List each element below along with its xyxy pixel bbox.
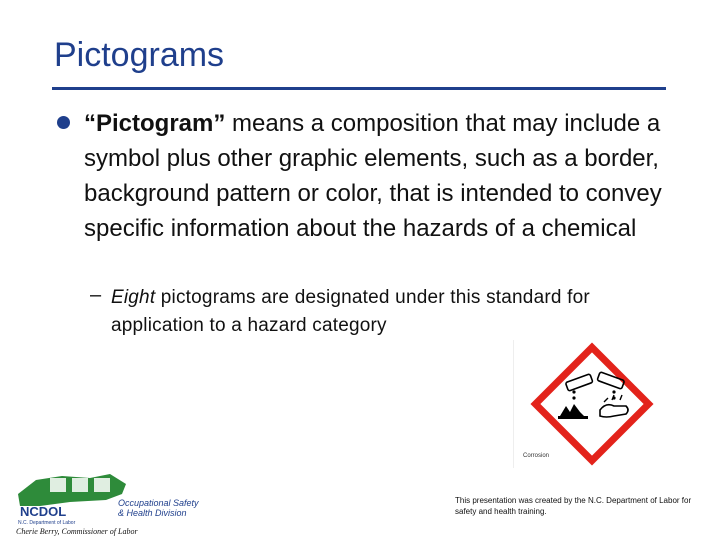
corrosion-icon [514, 340, 656, 468]
svg-text:& Health Division: & Health Division [118, 508, 187, 518]
slide-title: Pictograms [54, 36, 225, 74]
sub-bullet-term: Eight [111, 287, 156, 308]
sub-bullet-dash: – [90, 284, 102, 306]
sub-bullet-rest: pictograms are designated under this standard for application to a hazard category [111, 287, 590, 336]
svg-text:Occupational Safety: Occupational Safety [118, 498, 199, 508]
svg-text:N.C. Department of Labor: N.C. Department of Labor [18, 520, 76, 526]
pictogram-label: Corrosion [523, 453, 550, 459]
ncdol-logo [10, 466, 220, 536]
bullet-term: “Pictogram” [84, 110, 226, 137]
svg-text:NCDOL: NCDOL [20, 504, 67, 519]
pictogram-image [513, 340, 656, 468]
bullet-definition: means a composition that may include a symbol plus other graphic elements, such as a border, background pattern or color, that is intended to convey specific information about the hazards of a chemical [84, 110, 662, 242]
bullet-text [84, 106, 674, 246]
svg-text:Cherie Berry, Commissioner of: Cherie Berry, Commissioner of Labor [16, 527, 138, 536]
bullet-icon [57, 116, 70, 129]
footer-note: This presentation was created by the N.C. Department of Labor for safety and health training. [455, 496, 692, 516]
title-divider [52, 87, 666, 90]
sub-bullet-text [111, 284, 631, 340]
